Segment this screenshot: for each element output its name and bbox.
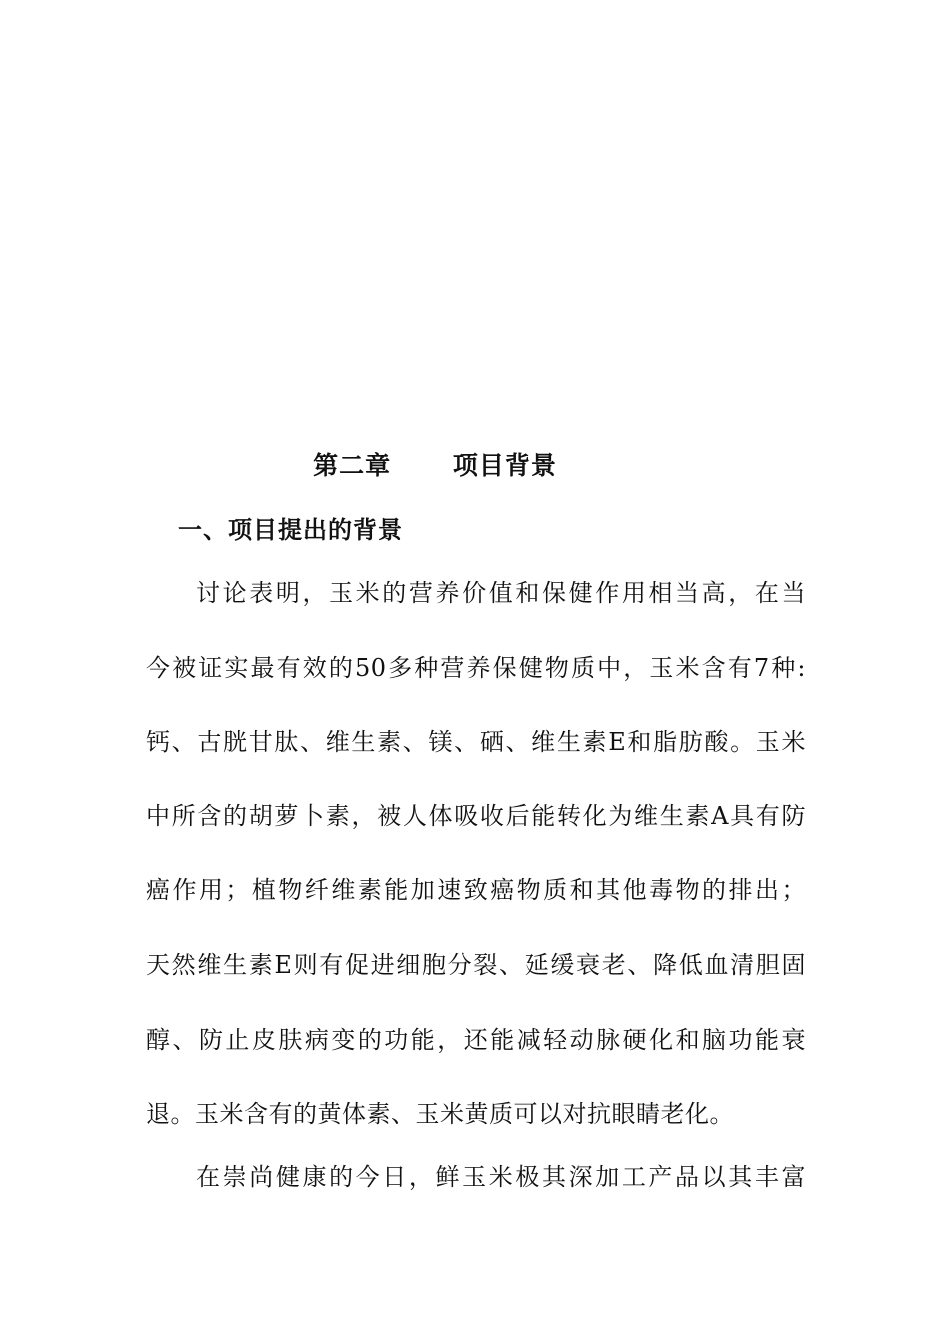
paragraph-line: 退。玉米含有的黄体素、玉米黄质可以对抗眼睛老化。	[146, 1100, 734, 1128]
section-heading: 一、项目提出的背景	[178, 515, 403, 544]
paragraph-line: 钙、古胱甘肽、维生素、镁、硒、维生素E和脂肪酸。玉米	[146, 728, 806, 756]
paragraph-line: 讨论表明，玉米的营养价值和保健作用相当高，在当	[196, 579, 806, 607]
paragraph-line: 中所含的胡萝卜素，被人体吸收后能转化为维生素A具有防	[146, 802, 806, 830]
paragraph-line: 天然维生素E则有促进细胞分裂、延缓衰老、降低血清胆固	[146, 951, 806, 979]
paragraph-line: 今被证实最有效的50多种营养保健物质中，玉米含有7种:	[146, 654, 806, 682]
paragraph-line: 在崇尚健康的今日，鲜玉米极其深加工产品以其丰富	[196, 1163, 806, 1191]
paragraph-line: 癌作用；植物纤维素能加速致癌物质和其他毒物的排出；	[146, 876, 806, 904]
chapter-title: 第二章 项目背景	[313, 451, 557, 480]
paragraph-line: 醇、防止皮肤病变的功能，还能减轻动脉硬化和脑功能衰	[146, 1026, 806, 1054]
